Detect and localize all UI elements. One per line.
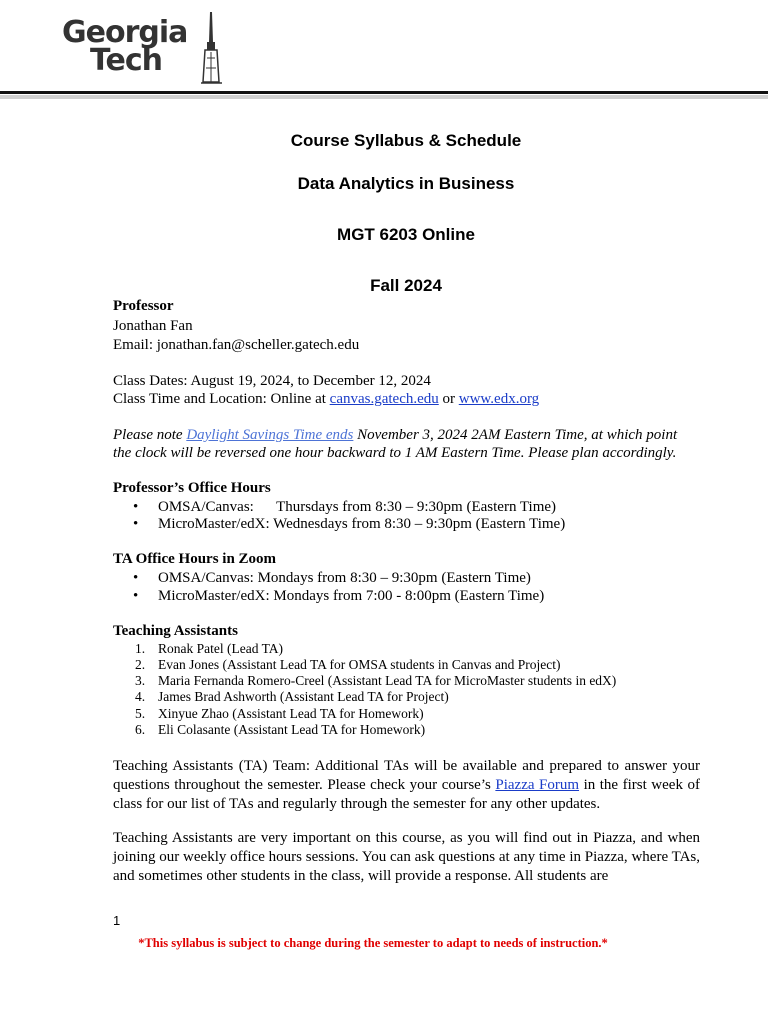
list-item: [135, 657, 561, 673]
office-hours-omsa: OMSA/Canvas: Thursdays from 8:30 – 9:30pm (Eastern Time): [158, 499, 557, 515]
georgia-tech-logo: [60, 12, 230, 84]
logo-word-georgia: Georgia: [62, 15, 188, 50]
list-number: 2.: [135, 657, 146, 672]
list-item: [135, 722, 425, 738]
professor-name: Jonathan Fan: [113, 318, 193, 334]
list-item: [133, 498, 556, 516]
ta-team-paragraph: [113, 757, 700, 814]
list-number: 6.: [135, 722, 146, 737]
edx-link[interactable]: www.edx.org: [458, 391, 540, 407]
course-code: MGT 6203 Online: [337, 225, 475, 244]
dst-note-line1: [113, 426, 677, 444]
ta-team-text-before: Teaching Assistants (TA) Team: Additional TAs will be available and prepared to answer your questions throughout the semester. Please check your course’s: [113, 758, 700, 793]
page-header: [0, 0, 768, 100]
office-hours-heading: Professor’s Office Hours: [113, 480, 271, 496]
list-item: [133, 515, 565, 533]
canvas-link[interactable]: canvas.gatech.edu: [329, 391, 439, 407]
logo-word-tech: Tech: [90, 43, 162, 78]
list-number: 4.: [135, 689, 146, 704]
ta-name: James Brad Ashworth (Assistant Lead TA for Project): [158, 689, 449, 704]
document-title: Course Syllabus & Schedule: [290, 131, 522, 150]
dst-note-prefix: Please note: [113, 427, 187, 443]
list-item: [135, 673, 616, 689]
class-dates: Class Dates: August 19, 2024, to December 12, 2024: [113, 373, 431, 389]
list-item: [133, 587, 544, 605]
ta-hours-heading: TA Office Hours in Zoom: [113, 551, 277, 567]
list-item: [135, 641, 283, 657]
ta-name: Xinyue Zhao (Assistant Lead TA for Homework): [158, 706, 424, 721]
ta-importance-paragraph: Teaching Assistants are very important on this course, as you will find out in Piazza, and when joining our weekly office hours sessions. You can ask questions at any time in Piazza, where TAs, and sometimes other students in the class, will provide a response. All students are: [113, 830, 700, 884]
list-item: [133, 569, 531, 587]
dst-link[interactable]: Daylight Savings Time ends: [186, 427, 354, 443]
list-number: 1.: [135, 641, 146, 656]
bullet-icon: •: [133, 499, 139, 515]
list-number: 5.: [135, 706, 146, 721]
or-text: or: [438, 391, 459, 407]
dst-note-line2: the clock will be reversed one hour backward to 1 AM Eastern Time. Please plan accordingly.: [113, 445, 677, 461]
piazza-forum-link[interactable]: Piazza Forum: [495, 777, 580, 793]
ta-team-text-after: in the first week of class for our list of TAs and regularly through the semester for any other updates.: [113, 777, 700, 812]
header-divider-shadow: [0, 95, 768, 99]
ta-hours-omsa: OMSA/Canvas: Mondays from 8:30 – 9:30pm (Eastern Time): [158, 570, 531, 586]
class-location: [113, 390, 539, 408]
bullet-icon: •: [133, 516, 139, 532]
header-divider: [0, 91, 768, 94]
ta-hours-edx: MicroMaster/edX: Mondays from 7:00 - 8:00pm (Eastern Time): [158, 588, 545, 604]
class-location-label: Class Time and Location: Online at: [113, 391, 330, 407]
bullet-icon: •: [133, 570, 139, 586]
bullet-icon: •: [133, 588, 139, 604]
professor-email: Email: jonathan.fan@scheller.gatech.edu: [113, 337, 360, 353]
syllabus-change-notice: *This syllabus is subject to change during the semester to adapt to needs of instruction.*: [138, 936, 608, 950]
ta-name: Eli Colasante (Assistant Lead TA for Homework): [158, 722, 426, 737]
office-hours-edx: MicroMaster/edX: Wednesdays from 8:30 – 9:30pm (Eastern Time): [158, 516, 566, 532]
professor-heading: Professor: [113, 298, 174, 314]
dst-note-suffix: November 3, 2024 2AM Eastern Time, at which point: [353, 427, 678, 443]
ta-name: Evan Jones (Assistant Lead TA for OMSA students in Canvas and Project): [158, 657, 561, 672]
list-item: [135, 706, 424, 722]
list-item: [135, 689, 449, 705]
term: Fall 2024: [370, 276, 442, 295]
course-name: Data Analytics in Business: [297, 174, 515, 193]
ta-name: Maria Fernanda Romero-Creel (Assistant Lead TA for MicroMaster students in edX): [158, 673, 617, 688]
ta-name: Ronak Patel (Lead TA): [158, 641, 284, 656]
list-number: 3.: [135, 673, 146, 688]
tech-tower-icon: [200, 12, 228, 84]
ta-heading: Teaching Assistants: [113, 623, 238, 639]
page-number: 1: [113, 913, 121, 928]
